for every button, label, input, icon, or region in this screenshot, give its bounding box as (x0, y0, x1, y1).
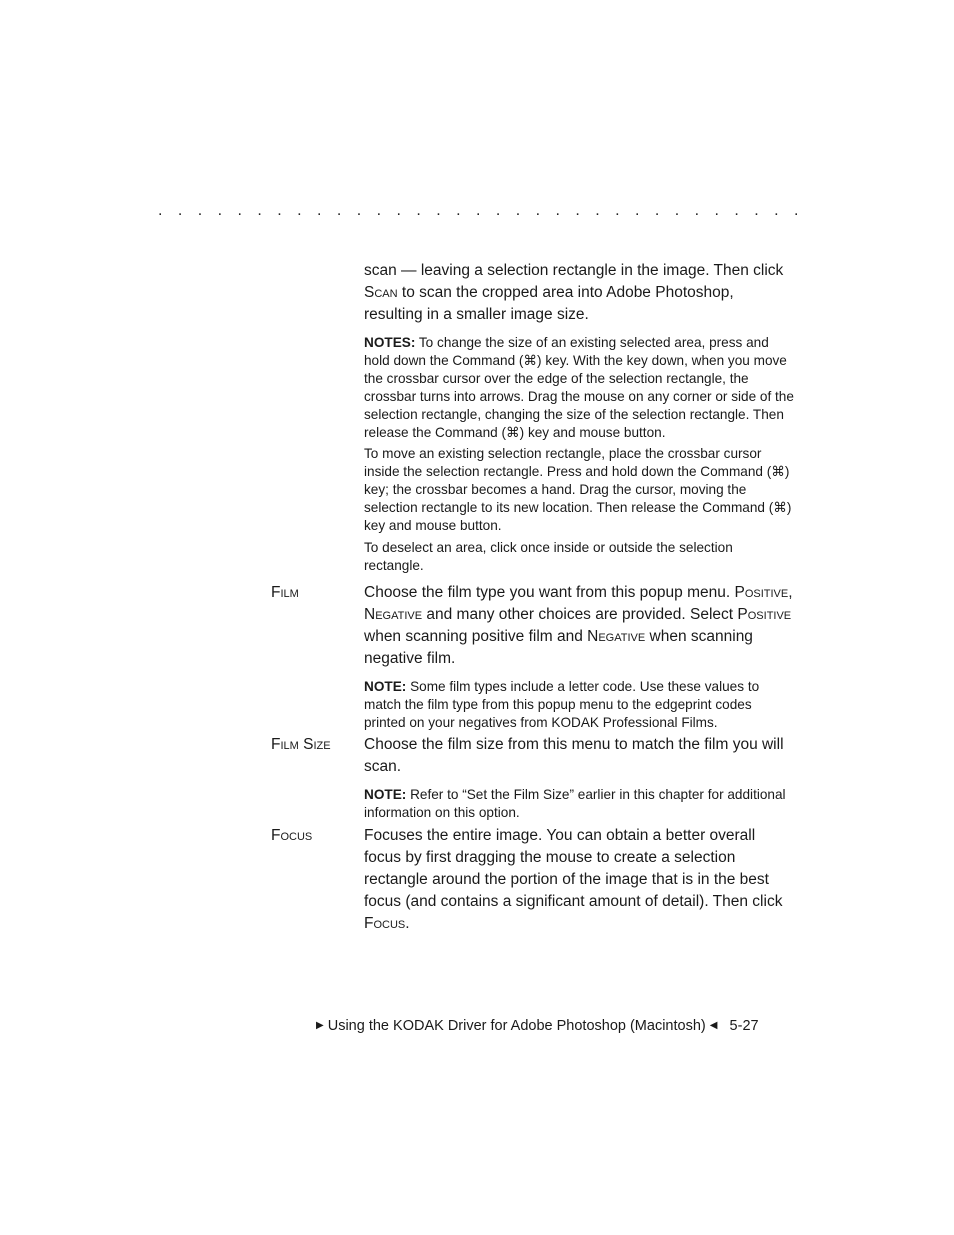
focus-description: Focuses the entire image. You can obtain a better overall focus by first dragging the mouse to create a selection rectangle around the portion of the image that is in the best focus (and contains a significant amount of detail). Then click Focus. (364, 827, 783, 932)
focus-label: Focus (271, 827, 313, 844)
film-size-note: NOTE: Refer to “Set the Film Size” earlier in this chapter for additional information on this option. (364, 787, 786, 820)
film-note: NOTE: Some film types include a letter code. Use these values to match the film type from this popup menu to the edgeprint codes printed on your negatives from KODAK Professional Films. (364, 679, 760, 730)
arrow-right-icon: ▶ (316, 1020, 324, 1032)
notes-paragraph-2: To move an existing selection rectangle, place the crossbar cursor inside the selection rectangle. Press and hold down the Command (⌘) key; the crossbar becomes a hand. Drag the cursor, moving the selection rectangle to its new location. Then release the Command (⌘) key and mouse button. (364, 446, 792, 533)
notes-label: NOTES: (364, 335, 416, 350)
intro-paragraph: scan — leaving a selection rectangle in the image. Then click Scan to scan the cropped area into Adobe Photoshop, resulting in a smaller image size. (364, 262, 784, 323)
notes-paragraph-1: NOTES: To change the size of an existing selected area, press and hold down the Command (⌘) key. With the key down, when you move the crossbar cursor over the edge of the selection rectangle, the crossbar turns into arrows. Drag the mouse on any corner or side of the selection rectangle, changing the size of the selection rectangle. Then release the Command (⌘) key and mouse button. (364, 335, 794, 440)
page-number: 5-27 (729, 1018, 759, 1034)
film-size-description: Choose the film size from this menu to match the film you will scan. (364, 736, 784, 775)
film-description: Choose the film type you want from this popup menu. Positive, Negative and many other choices are provided. Select Positive when scanning positive film and Negative when scanning negative film. (364, 584, 793, 667)
header-dot-rule: . . . . . . . . . . . . . . . . . . . . . . . . . . . . . . . . . (158, 202, 799, 219)
notes-paragraph-3: To deselect an area, click once inside or outside the selection rectangle. (364, 540, 733, 573)
film-size-note-label: NOTE: (364, 787, 407, 802)
film-label: Film (271, 584, 299, 601)
footer-title: Using the KODAK Driver for Adobe Photoshop (Macintosh) (327, 1018, 706, 1034)
arrow-left-icon: ◀ (709, 1020, 718, 1032)
page-footer (316, 1016, 796, 1036)
film-size-label: Film Size (271, 736, 331, 753)
scan-term: Scan (364, 284, 398, 301)
film-note-label: NOTE: (364, 679, 407, 694)
